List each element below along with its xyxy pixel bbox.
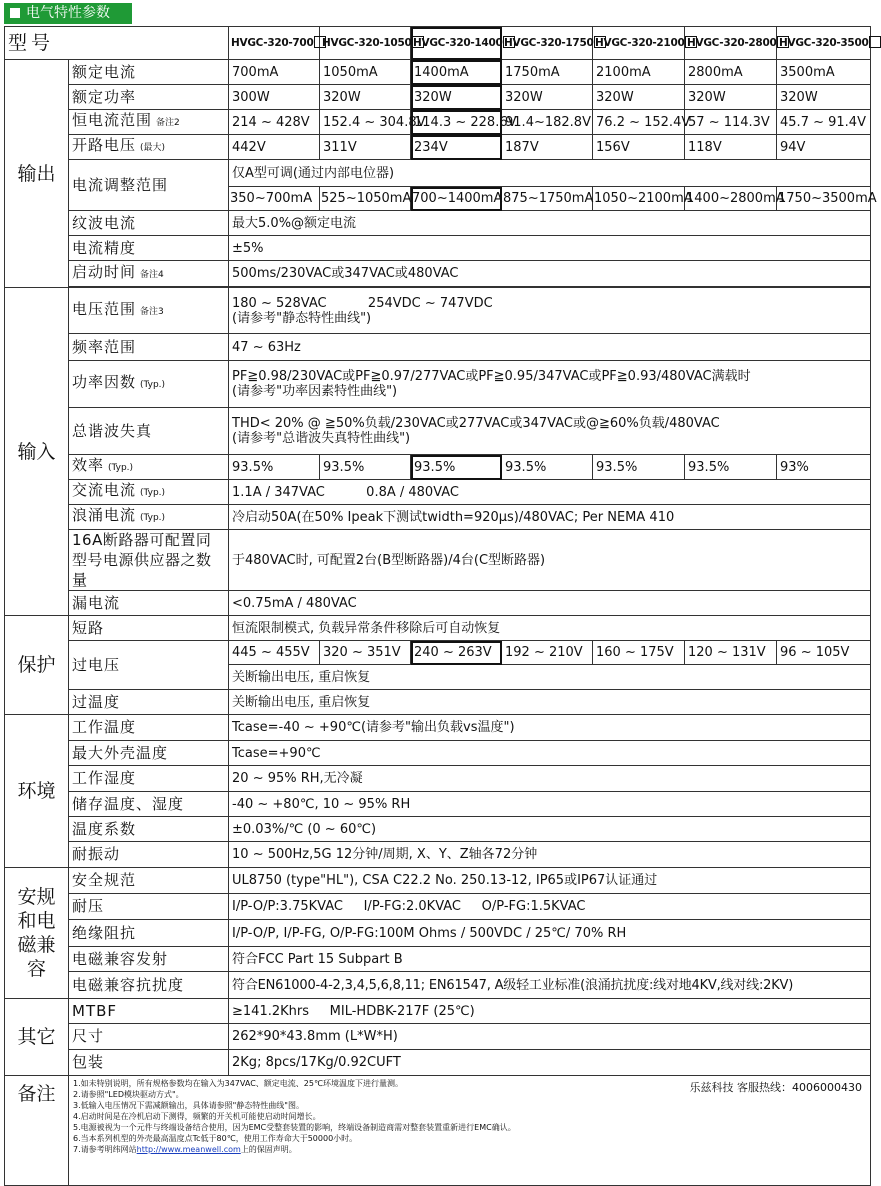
emc-immunity-label: 电磁兼容抗扰度: [69, 972, 229, 999]
model-1: HVGC-320-700: [229, 27, 320, 60]
value-cell: 于480VAC时, 可配置2台(B型断路器)/4台(C型断路器): [229, 530, 871, 591]
value-cell: 10 ~ 500Hz,5G 12分钟/周期, X、Y、Z轴各72分钟: [229, 842, 871, 868]
value-cell: 320W: [411, 85, 502, 110]
spec-table: [4, 26, 877, 1186]
value-cell: 3500mA: [777, 60, 871, 85]
category-input: 输入: [5, 288, 69, 616]
value-cell: 160 ~ 175V: [593, 641, 685, 665]
value-cell: 45.7 ~ 91.4V: [777, 110, 871, 135]
value-cell: I/P-O/P, I/P-FG, O/P-FG:100M Ohms / 500VDC / 25℃/ 70% RH: [229, 920, 871, 947]
model-row: [5, 27, 871, 60]
max-case-label: 最大外壳温度: [69, 741, 229, 766]
model-2: HVGC-320-1050: [320, 27, 411, 60]
value-cell: 恒流限制模式, 负载异常条件移除后可自动恢复: [229, 616, 871, 641]
note-line: 1.如未特别说明，所有规格参数均在输入为347VAC、额定电流、25℃环境温度下进行量测。: [73, 1079, 403, 1088]
value-cell: 93.5%: [229, 455, 320, 480]
short-label: 短路: [69, 616, 229, 641]
category-safety: 安规和电磁兼容: [5, 868, 69, 999]
storage-label: 储存温度、湿度: [69, 792, 229, 817]
value-cell: 187V: [502, 135, 593, 160]
ovp-label: 过电压: [69, 641, 229, 690]
dimension-label: 尺寸: [69, 1024, 229, 1050]
value-cell: 最大5.0%@额定电流: [229, 211, 871, 236]
freq-label: 频率范围: [69, 334, 229, 361]
value-cell: I/P-O/P:3.75KVAC I/P-FG:2.0KVAC O/P-FG:1.5KVAC: [229, 894, 871, 920]
work-hum-label: 工作湿度: [69, 766, 229, 792]
value-cell: 180 ~ 528VAC 254VDC ~ 747VDC (请参考"静态特性曲线"): [229, 288, 871, 334]
value-cell: 156V: [593, 135, 685, 160]
value-cell: 76.2 ~ 152.4V: [593, 110, 685, 135]
value-cell: 1750mA: [502, 60, 593, 85]
value-cell: 240 ~ 263V: [411, 641, 502, 665]
model-label: 型号: [5, 27, 229, 60]
value-cell: 2800mA: [685, 60, 777, 85]
adj-range-label: 电流调整范围: [69, 160, 229, 211]
vibration-label: 耐振动: [69, 842, 229, 868]
value-cell: Tcase=+90℃: [229, 741, 871, 766]
breaker-label: 16A断路器可配置同型号电源供应器之数量: [69, 530, 229, 591]
value-cell: 320 ~ 351V: [320, 641, 411, 665]
value-cell: 1400~2800mA: [685, 187, 777, 211]
accuracy-label: 电流精度: [69, 236, 229, 261]
value-cell: 47 ~ 63Hz: [229, 334, 871, 361]
value-cell: 93.5%: [411, 455, 502, 480]
square-icon: [10, 8, 20, 18]
value-cell: 118V: [685, 135, 777, 160]
rated-current-label: 额定电流: [69, 60, 229, 85]
value-cell: 442V: [229, 135, 320, 160]
value-cell: 320W: [685, 85, 777, 110]
value-cell: 96 ~ 105V: [777, 641, 871, 665]
model-3: HVGC-320-1400: [411, 27, 502, 60]
value-cell: 700mA: [229, 60, 320, 85]
value-cell: 114.3 ~ 228.6V: [411, 110, 502, 135]
value-cell: UL8750 (type"HL"), CSA C22.2 No. 250.13-12, IP65或IP67认证通过: [229, 868, 871, 894]
value-cell: 350~700mA: [229, 187, 320, 211]
value-cell: ≥141.2Khrs MIL-HDBK-217F (25℃): [229, 999, 871, 1024]
value-cell: 875~1750mA: [502, 187, 593, 211]
cc-range-label: 恒电流范围 备注2: [69, 110, 229, 135]
pf-label: 功率因数 (Typ.): [69, 361, 229, 408]
temp-coef-label: 温度系数: [69, 817, 229, 842]
voltage-range-label: 电压范围 备注3: [69, 288, 229, 334]
category-notes: 备注: [5, 1076, 69, 1186]
value-cell: 525~1050mA: [320, 187, 411, 211]
value-cell: 234V: [411, 135, 502, 160]
value-cell: 192 ~ 210V: [502, 641, 593, 665]
note-line: 4.启动时间是在冷机启动下测得，频繁的开关机可能使启动时间增长。: [73, 1112, 321, 1121]
value-cell: 1750~3500mA: [777, 187, 871, 211]
value-cell: 445 ~ 455V: [229, 641, 320, 665]
note-line: 6.当本系列机型的外壳最高温度点Tc低于80℃，使用工作寿命大于50000小时。: [73, 1134, 358, 1143]
value-cell: 152.4 ~ 304.8V: [320, 110, 411, 135]
value-cell: 93.5%: [593, 455, 685, 480]
value-cell: -40 ~ +80℃, 10 ~ 95% RH: [229, 792, 871, 817]
model-4: HVGC-320-1750: [502, 27, 593, 60]
model-5: HVGC-320-2100: [593, 27, 685, 60]
value-cell: THD< 20% @ ≧50%负载/230VAC或277VAC或347VAC或@≧60%负载/480VAC (请参考"总谐波失真特性曲线"): [229, 408, 871, 455]
value-cell: 符合EN61000-4-2,3,4,5,6,8,11; EN61547, A级轻工业标准(浪涌抗扰度:线对地4KV,线对线:2KV): [229, 972, 871, 999]
value-cell: 262*90*43.8mm (L*W*H): [229, 1024, 871, 1050]
model-6: HVGC-320-2800: [685, 27, 777, 60]
value-cell: 1.1A / 347VAC 0.8A / 480VAC: [229, 480, 871, 505]
value-cell: Tcase=-40 ~ +90℃(请参考"输出负载vs温度"): [229, 715, 871, 741]
efficiency-label: 效率 (Typ.): [69, 455, 229, 480]
ac-current-label: 交流电流 (Typ.): [69, 480, 229, 505]
website-link[interactable]: http://www.meanwell.com: [136, 1145, 241, 1154]
value-cell: 91.4~182.8V: [502, 110, 593, 135]
value-cell: 仅A型可调(通过内部电位器): [229, 160, 871, 187]
category-others: 其它: [5, 999, 69, 1076]
open-voltage-label: 开路电压 (最大): [69, 135, 229, 160]
thd-label: 总谐波失真: [69, 408, 229, 455]
startup-label: 启动时间 备注4: [69, 261, 229, 287]
value-cell: <0.75mA / 480VAC: [229, 591, 871, 616]
isolation-label: 绝缘阻抗: [69, 920, 229, 947]
notes-cell: [69, 1076, 871, 1186]
value-cell: 关断输出电压, 重启恢复: [229, 690, 871, 715]
value-cell: 93.5%: [502, 455, 593, 480]
value-cell: 1050mA: [320, 60, 411, 85]
value-cell: 93%: [777, 455, 871, 480]
section-header: 电气特性参数: [4, 3, 132, 24]
hotline-text: 乐兹科技 客服热线：4006000430: [689, 1081, 863, 1094]
category-protection: 保护: [5, 616, 69, 715]
checkbox-icon[interactable]: [869, 36, 881, 48]
withstand-label: 耐压: [69, 894, 229, 920]
value-cell: 1400mA: [411, 60, 502, 85]
note-line: 5.电源被视为一个元件与终端设备结合使用，因为EMC受整套装置的影响，终端设备制造商需对整套装置重新进行EMC确认。: [73, 1123, 516, 1132]
category-output: 输出: [5, 60, 69, 288]
value-cell: 320W: [593, 85, 685, 110]
value-cell: PF≧0.98/230VAC或PF≧0.97/277VAC或PF≧0.95/347VAC或PF≧0.93/480VAC满载时 (请参考"功率因素特性曲线"): [229, 361, 871, 408]
value-cell: 320W: [777, 85, 871, 110]
value-cell: 93.5%: [685, 455, 777, 480]
value-cell: 120 ~ 131V: [685, 641, 777, 665]
value-cell: 300W: [229, 85, 320, 110]
leakage-label: 漏电流: [69, 591, 229, 616]
value-cell: 57 ~ 114.3V: [685, 110, 777, 135]
value-cell: 320W: [502, 85, 593, 110]
rated-power-label: 额定功率: [69, 85, 229, 110]
note-line: 3.低输入电压情况下需减额输出，具体请参照"静态特性曲线"图。: [73, 1101, 304, 1110]
value-cell: 20 ~ 95% RH,无冷凝: [229, 766, 871, 792]
value-cell: 320W: [320, 85, 411, 110]
value-cell: ±5%: [229, 236, 871, 261]
note-line: 2.请参照"LED模块驱动方式"。: [73, 1090, 184, 1099]
inrush-label: 浪涌电流 (Typ.): [69, 505, 229, 530]
model-7: HVGC-320-3500: [777, 27, 871, 60]
value-cell: 94V: [777, 135, 871, 160]
packing-label: 包装: [69, 1050, 229, 1076]
value-cell: 2Kg; 8pcs/17Kg/0.92CUFT: [229, 1050, 871, 1076]
otp-label: 过温度: [69, 690, 229, 715]
ripple-label: 纹波电流: [69, 211, 229, 236]
value-cell: 冷启动50A(在50% Ipeak下测试twidth=920μs)/480VAC; Per NEMA 410: [229, 505, 871, 530]
value-cell: 311V: [320, 135, 411, 160]
category-environment: 环境: [5, 715, 69, 868]
note-line: 7.请参考明纬网站http://www.meanwell.com上的保固声明。: [73, 1145, 297, 1154]
value-cell: 700~1400mA: [411, 187, 502, 211]
value-cell: 2100mA: [593, 60, 685, 85]
emc-emission-label: 电磁兼容发射: [69, 947, 229, 972]
value-cell: 214 ~ 428V: [229, 110, 320, 135]
standards-label: 安全规范: [69, 868, 229, 894]
value-cell: 符合FCC Part 15 Subpart B: [229, 947, 871, 972]
value-cell: 93.5%: [320, 455, 411, 480]
value-cell: 关断输出电压, 重启恢复: [229, 665, 871, 690]
value-cell: 1050~2100mA: [593, 187, 685, 211]
work-temp-label: 工作温度: [69, 715, 229, 741]
mtbf-label: MTBF: [69, 999, 229, 1024]
value-cell: ±0.03%/℃ (0 ~ 60℃): [229, 817, 871, 842]
value-cell: 500ms/230VAC或347VAC或480VAC: [229, 261, 871, 287]
